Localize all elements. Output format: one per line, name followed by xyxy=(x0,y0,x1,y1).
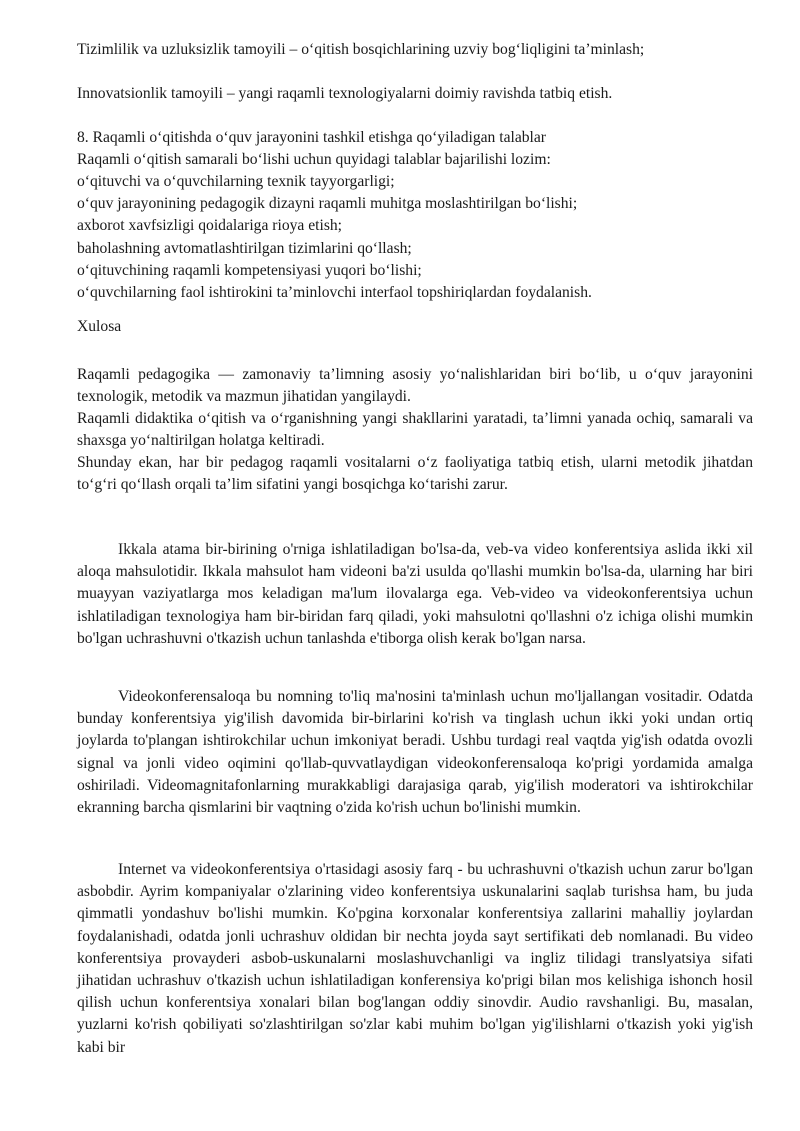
list-item: o‘quvchilarning faol ishtirokini ta’minlovchi interfaol topshiriqlardan foydalanish. xyxy=(77,284,592,302)
list-item: o‘qituvchining raqamli kompetensiyasi yuqori bo‘lishi; xyxy=(77,261,422,279)
body-paragraph: Ikkala atama bir-birining o'rniga ishlatiladigan bo'lsa-da, veb-va video konferentsiya aslida ikki xil aloqa mahsulotidir. Ikkala mahsulot ham videoni ba'zi usulda qo'llashi mumkin bo'lsa-da, ularning har biri muayyan vaziyatlarga mos keladigan ma'lum ilovalarga ega. Veb-video va videokonferentsiya uchun ishlatiladigan texnologiya ham bir-biridan farq qiladi, yoki mahsulotni qo'llashni o'z ichiga olishi mumkin bo'lgan uchrashuvni o'tkazish uchun tanlashda e'tiborga olish kerak bo'lgan narsa. xyxy=(77,541,753,647)
list-item: baholashning avtomatlashtirilgan tizimlarini qo‘llash; xyxy=(77,239,412,257)
list-item: o‘quv jarayonining pedagogik dizayni raqamli muhitga moslashtirilgan bo‘lishi; xyxy=(77,195,578,213)
body-paragraph: Internet va videokonferentsiya o'rtasidagi asosiy farq - bu uchrashuvni o'tkazish uchun zarur bo'lgan asbobdir. Ayrim kompaniyalar o'zlarining video konferentsiya uskunalarini saqlab turishsa ham, bu juda qimmatli yondashuv bo'lishi mumkin. Ko'pgina korxonalar konferentsiya zallarini mahalliy joylardan foydalanishadi, odatda jonli uchrashuv oldidan bir nechta joyda sayt sertifikati deb nomlanadi. Bu video konferentsiya provayderi asbob-uskunalarni moslashuvchanligi va ingliz tilidagi translyatsiya sifati jihatidan uchrashuv o'tkazish uchun ishlatiladigan konferensiya ko'prigi bilan mos kelishiga ishonch hosil qilish uchun konferentsiya xonalari bilan bog'langan oddiy sinovdir. Audio ravshanligi. Bu, masalan, yuzlarni ko'rish qobiliyati so'zlashtirilgan so'zlar kabi muhim bo'lgan yig'ilishlarni o'tkazish yoki yig'ish kabi bir xyxy=(77,861,753,1056)
conclusion-paragraph: Raqamli didaktika o‘qitish va o‘rganishning yangi shakllarini yaratadi, ta’limni yanada ochiq, samarali va shaxsga yo‘naltirilgan holatga keltiradi. xyxy=(77,410,753,450)
principle-systematic: Tizimlilik va uzluksizlik tamoyili – o‘qitish bosqichlarining uzviy bog‘liqligini ta’minlash; xyxy=(77,41,645,58)
requirements-list xyxy=(77,171,753,304)
section-intro: Raqamli o‘qitish samarali bo‘lishi uchun quyidagi talablar bajarilishi lozim: xyxy=(77,151,551,168)
principle-innovation: Innovatsionlik tamoyili – yangi raqamli texnologiyalarni doimiy ravishda tatbiq etish. xyxy=(77,85,613,102)
conclusion-paragraph: Shunday ekan, har bir pedagog raqamli vositalarni o‘z faoliyatiga tatbiq etish, ularni metodik jihatdan to‘g‘ri qo‘llash orqali ta’lim sifatini yangi bosqichga ko‘tarishi zarur. xyxy=(77,454,753,494)
section-heading: 8. Raqamli o‘qitishda o‘quv jarayonini tashkil etishga qo‘yiladigan talablar xyxy=(77,129,547,146)
conclusion-heading: Xulosa xyxy=(77,318,122,335)
list-item: o‘qituvchi va o‘quvchilarning texnik tayyorgarligi; xyxy=(77,173,395,190)
conclusion-paragraph: Raqamli pedagogika — zamonaviy ta’limning asosiy yo‘nalishlaridan biri bo‘lib, u o‘quv jarayonini texnologik, metodik va mazmun jihatidan yangilaydi. xyxy=(77,366,753,406)
body-paragraph: Videokonferensaloqa bu nomning to'liq ma'nosini ta'minlash uchun mo'ljallangan vositadir. Odatda bunday konferentsiya yig'ilish davomida bir-birlarini ko'rish va tinglash uchun ikki yoki undan ortiq joylarda to'plangan ishtirokchilar uchun imkoniyat beradi. Ushbu turdagi real vaqtda yig'ish odatda ovozli signal va jonli video oqimini qo'llab-quvvatlaydigan videokonferensaloqa ko'prigi yordamida amalga oshiriladi. Videomagnitafonlarning murakkabligi darajasiga qarab, yig'ilish moderatori va ishtirokchilar ekranning barcha qismlarini bir vaqtning o'zida ko'rish uchun bo'linishi mumkin. xyxy=(77,688,753,817)
list-item: axborot xavfsizligi qoidalariga rioya etish; xyxy=(77,217,343,235)
